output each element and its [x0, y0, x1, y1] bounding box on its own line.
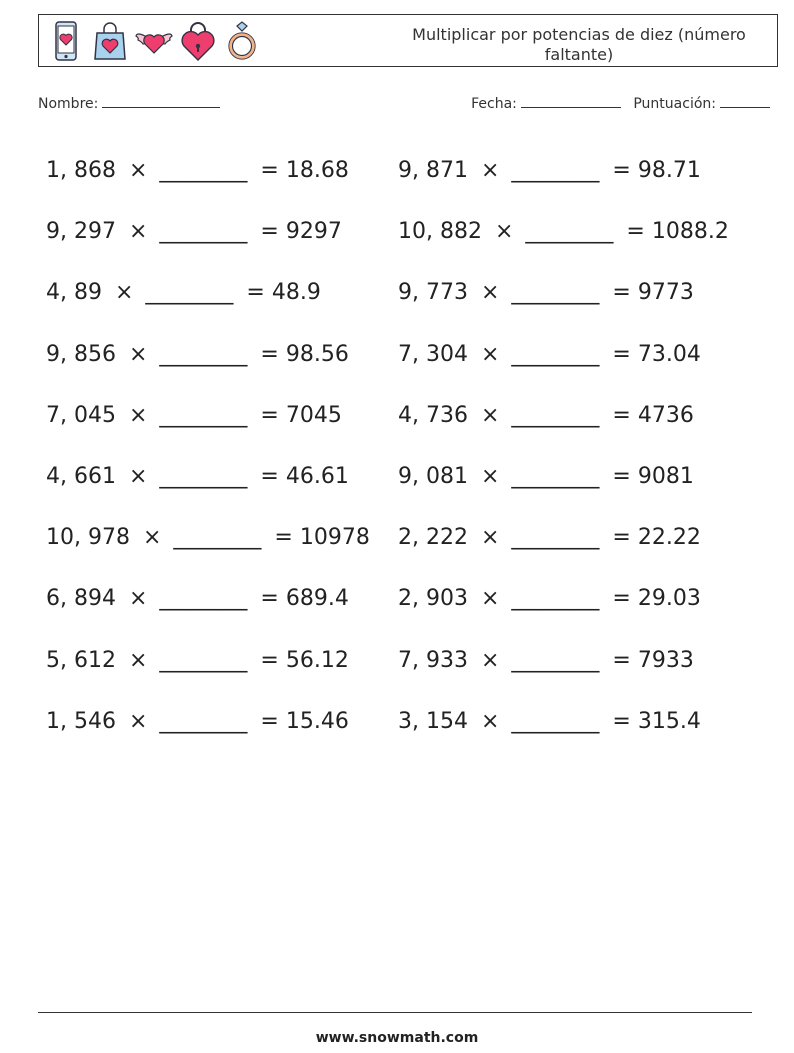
problem-left	[46, 709, 398, 734]
times-symbol: ×	[128, 158, 148, 184]
result: 7933	[637, 647, 694, 673]
name-label: Nombre:	[38, 96, 99, 112]
date-label: Fecha:	[471, 96, 517, 112]
equals-symbol: =	[260, 647, 279, 673]
factor: 4, 736	[398, 402, 468, 428]
result: 18.68	[285, 158, 349, 184]
problem-right	[398, 342, 750, 367]
times-symbol: ×	[142, 525, 162, 551]
shopping-bag-heart-icon	[91, 19, 129, 63]
times-symbol: ×	[128, 402, 148, 428]
equals-symbol: =	[612, 647, 631, 673]
answer-blank[interactable]: ________	[511, 341, 600, 367]
times-symbol: ×	[128, 341, 148, 367]
answer-blank[interactable]: ________	[511, 158, 600, 184]
score-blank[interactable]	[720, 95, 770, 108]
result: 689.4	[285, 586, 349, 612]
problem-right	[398, 525, 750, 550]
factor: 9, 856	[46, 341, 116, 367]
problem-row	[46, 507, 766, 568]
name-field	[38, 95, 220, 112]
problem-row	[46, 140, 766, 201]
times-symbol: ×	[480, 708, 500, 734]
problem-row	[46, 385, 766, 446]
problem-left	[46, 280, 398, 305]
times-symbol: ×	[480, 402, 500, 428]
problem-row	[46, 201, 766, 262]
factor: 1, 868	[46, 158, 116, 184]
score-label: Puntuación:	[633, 96, 716, 112]
factor: 7, 045	[46, 402, 116, 428]
answer-blank[interactable]: ________	[159, 219, 248, 245]
problem-right	[398, 464, 750, 489]
times-symbol: ×	[480, 525, 500, 551]
equals-symbol: =	[612, 464, 631, 490]
problem-left	[46, 586, 398, 611]
equals-symbol: =	[274, 525, 293, 551]
equals-symbol: =	[260, 341, 279, 367]
times-symbol: ×	[494, 219, 514, 245]
problem-row	[46, 691, 766, 752]
factor: 7, 304	[398, 341, 468, 367]
answer-blank[interactable]: ________	[511, 647, 600, 673]
result: 22.22	[637, 525, 701, 551]
answer-blank[interactable]: ________	[511, 525, 600, 551]
result: 15.46	[285, 708, 349, 734]
icon-strip	[47, 19, 261, 63]
factor: 9, 297	[46, 219, 116, 245]
result: 9297	[285, 219, 342, 245]
problem-left	[46, 219, 398, 244]
equals-symbol: =	[626, 219, 645, 245]
equals-symbol: =	[612, 708, 631, 734]
times-symbol: ×	[128, 219, 148, 245]
times-symbol: ×	[114, 280, 134, 306]
result: 1088.2	[651, 219, 729, 245]
phone-heart-icon	[47, 19, 85, 63]
result: 315.4	[637, 708, 701, 734]
problem-row	[46, 568, 766, 629]
times-symbol: ×	[480, 158, 500, 184]
problem-right	[398, 158, 750, 183]
result: 29.03	[637, 586, 701, 612]
times-symbol: ×	[128, 464, 148, 490]
equals-symbol: =	[260, 219, 279, 245]
factor: 6, 894	[46, 586, 116, 612]
factor: 10, 882	[398, 219, 482, 245]
equals-symbol: =	[612, 402, 631, 428]
answer-blank[interactable]: ________	[511, 280, 600, 306]
problem-left	[46, 525, 398, 550]
answer-blank[interactable]: ________	[159, 586, 248, 612]
equals-symbol: =	[612, 525, 631, 551]
factor: 2, 903	[398, 586, 468, 612]
answer-blank[interactable]: ________	[511, 586, 600, 612]
problem-right	[398, 403, 750, 428]
times-symbol: ×	[480, 586, 500, 612]
times-symbol: ×	[480, 280, 500, 306]
answer-blank[interactable]: ________	[159, 341, 248, 367]
result: 73.04	[637, 341, 701, 367]
problem-right	[398, 709, 750, 734]
result: 98.71	[637, 158, 701, 184]
answer-blank[interactable]: ________	[511, 402, 600, 428]
problem-right	[398, 219, 750, 244]
date-score-fields	[471, 95, 770, 112]
factor: 1, 546	[46, 708, 116, 734]
answer-blank[interactable]: ________	[511, 464, 600, 490]
result: 46.61	[285, 464, 349, 490]
result: 48.9	[271, 280, 321, 306]
problem-grid	[46, 140, 766, 752]
result: 98.56	[285, 341, 349, 367]
problem-left	[46, 648, 398, 673]
result: 56.12	[285, 647, 349, 673]
heart-lock-icon	[179, 19, 217, 63]
factor: 9, 773	[398, 280, 468, 306]
equals-symbol: =	[260, 464, 279, 490]
equals-symbol: =	[612, 158, 631, 184]
worksheet-title: Multiplicar por potencias de diez (número faltante)	[412, 25, 746, 64]
answer-blank[interactable]: ________	[159, 708, 248, 734]
header-box	[38, 14, 778, 67]
equals-symbol: =	[260, 402, 279, 428]
factor: 10, 978	[46, 525, 130, 551]
times-symbol: ×	[128, 586, 148, 612]
name-blank[interactable]	[102, 95, 220, 108]
problem-row	[46, 630, 766, 691]
footer-divider	[38, 1012, 752, 1013]
problem-left	[46, 342, 398, 367]
times-symbol: ×	[480, 647, 500, 673]
answer-blank[interactable]: ________	[511, 708, 600, 734]
ring-icon	[223, 19, 261, 63]
result: 4736	[637, 402, 694, 428]
footer-url: www.snowmath.com	[315, 1030, 479, 1046]
problem-right	[398, 280, 750, 305]
times-symbol: ×	[128, 647, 148, 673]
factor: 9, 081	[398, 464, 468, 490]
factor: 3, 154	[398, 708, 468, 734]
equals-symbol: =	[246, 280, 265, 306]
factor: 5, 612	[46, 647, 116, 673]
equals-symbol: =	[260, 586, 279, 612]
answer-blank[interactable]: ________	[159, 647, 248, 673]
problem-row	[46, 446, 766, 507]
factor: 9, 871	[398, 158, 468, 184]
answer-blank[interactable]: ________	[145, 280, 234, 306]
answer-blank[interactable]: ________	[159, 464, 248, 490]
equals-symbol: =	[260, 708, 279, 734]
result: 10978	[299, 525, 370, 551]
problem-right	[398, 586, 750, 611]
answer-blank[interactable]: ________	[159, 158, 248, 184]
times-symbol: ×	[480, 341, 500, 367]
result: 7045	[285, 402, 342, 428]
times-symbol: ×	[480, 464, 500, 490]
problem-row	[46, 324, 766, 385]
winged-heart-icon	[135, 19, 173, 63]
equals-symbol: =	[612, 341, 631, 367]
answer-blank[interactable]: ________	[173, 525, 262, 551]
answer-blank[interactable]: ________	[159, 402, 248, 428]
equals-symbol: =	[612, 586, 631, 612]
equals-symbol: =	[260, 158, 279, 184]
result: 9081	[637, 464, 694, 490]
answer-blank[interactable]: ________	[525, 219, 614, 245]
problem-left	[46, 158, 398, 183]
problem-right	[398, 648, 750, 673]
problem-left	[46, 464, 398, 489]
equals-symbol: =	[612, 280, 631, 306]
factor: 2, 222	[398, 525, 468, 551]
times-symbol: ×	[128, 708, 148, 734]
result: 9773	[637, 280, 694, 306]
factor: 4, 89	[46, 280, 102, 306]
factor: 4, 661	[46, 464, 116, 490]
factor: 7, 933	[398, 647, 468, 673]
problem-left	[46, 403, 398, 428]
date-blank[interactable]	[521, 95, 621, 108]
problem-row	[46, 262, 766, 323]
